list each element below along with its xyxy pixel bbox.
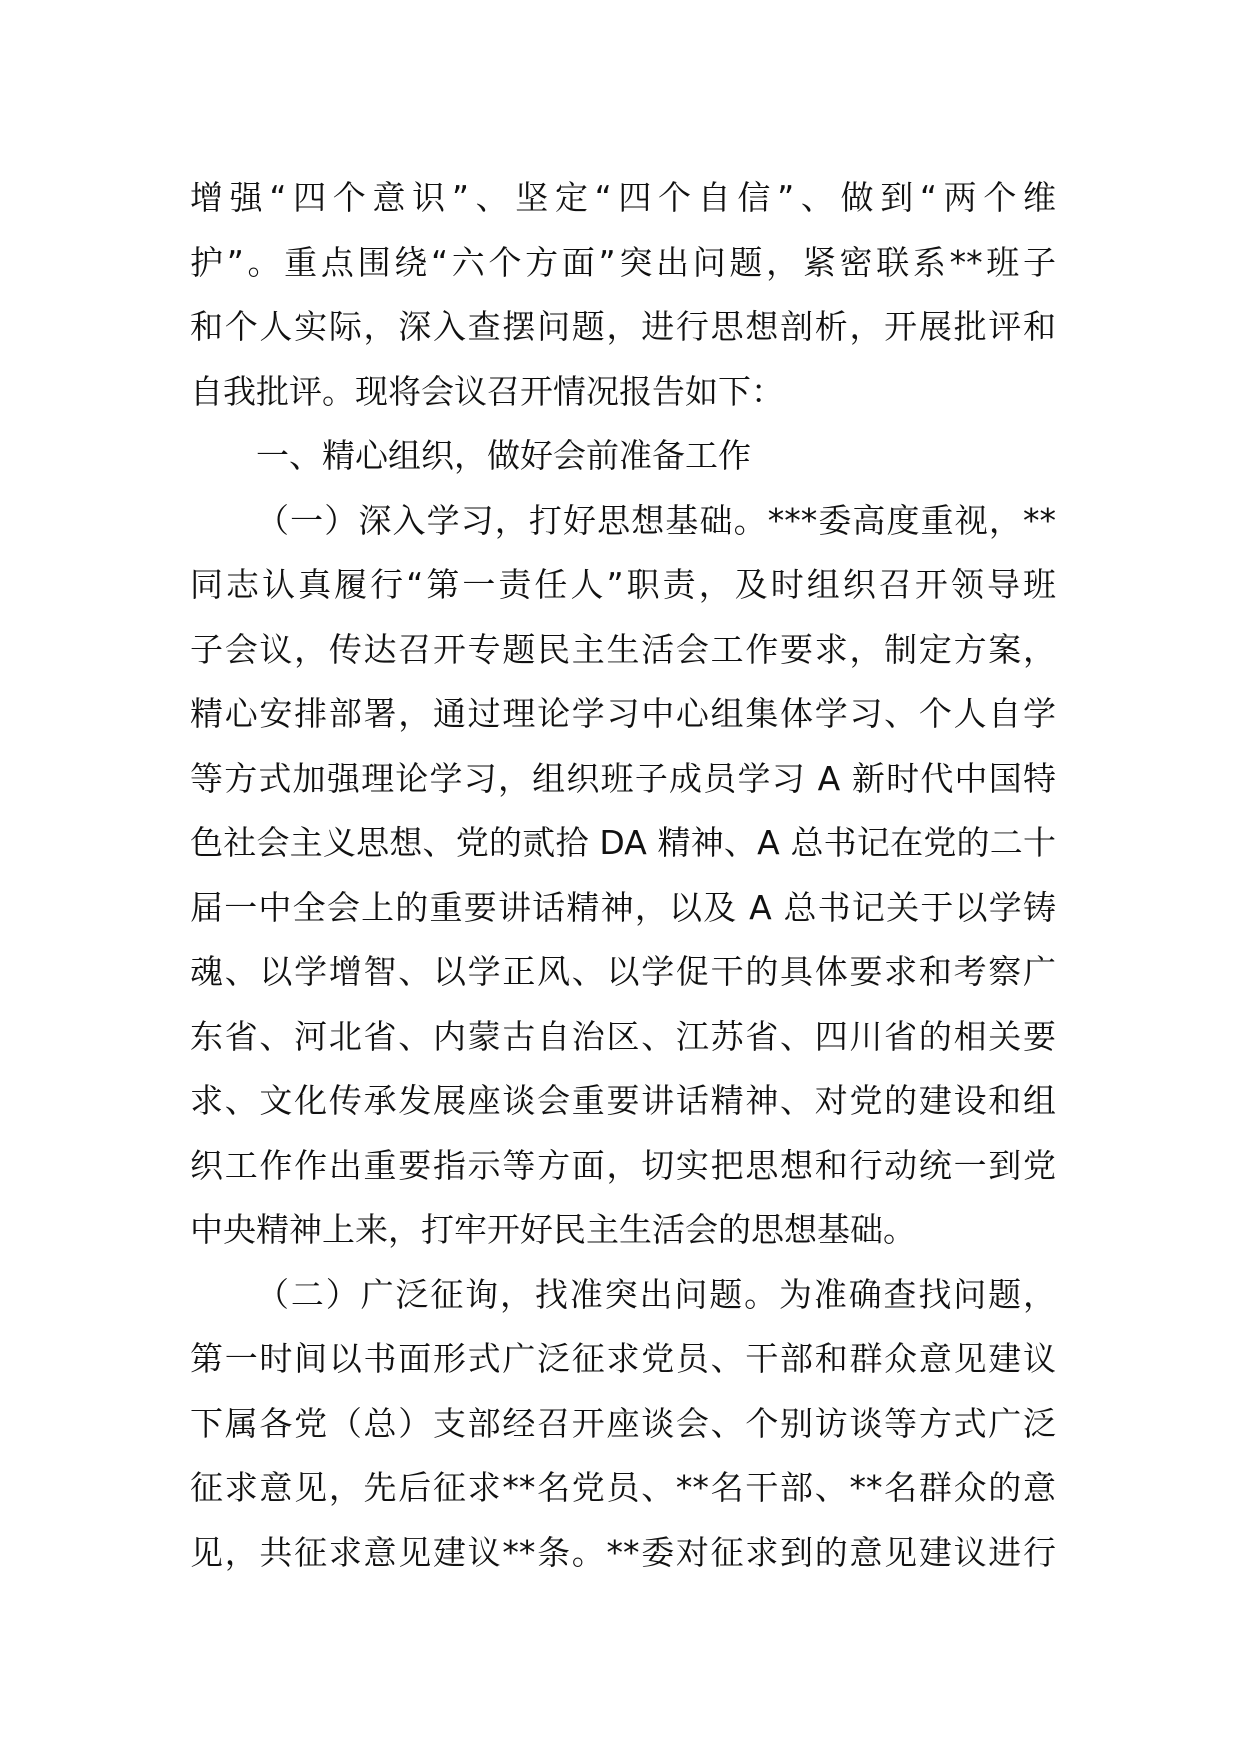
text-line: （二）广泛征询，找准突出问题。为准确查找问题， <box>256 1274 1056 1314</box>
text-line: 求、文化传承发展座谈会重要讲话精神、对党的建设和组 <box>190 1081 1056 1120</box>
paragraph-consultation <box>190 1263 1056 1586</box>
text-line: 色社会主义思想、党的贰拾 DA 精神、A 总书记在党的二十 <box>190 823 1056 862</box>
text-line: 护”。重点围绕“六个方面”突出问题，紧密联系**班子 <box>190 242 1056 282</box>
paragraph-intro-continuation <box>190 166 1056 424</box>
section-heading-text: 一、精心组织，做好会前准备工作 <box>256 436 751 475</box>
document-body <box>190 166 1056 1585</box>
text-line: 下属各党（总）支部经召开座谈会、个别访谈等方式广泛 <box>190 1403 1056 1443</box>
text-line: 子会议，传达召开专题民主生活会工作要求，制定方案， <box>190 629 1056 669</box>
text-line: 东省、河北省、内蒙古自治区、江苏省、四川省的相关要 <box>190 1016 1056 1056</box>
text-line: 增强“四个意识”、坚定“四个自信”、做到“两个维 <box>190 178 1056 217</box>
text-line: 精心安排部署，通过理论学习中心组集体学习、个人自学 <box>190 694 1056 733</box>
text-line: 中央精神上来，打牢开好民主生活会的思想基础。 <box>190 1210 916 1249</box>
section-heading-1 <box>190 424 1056 489</box>
text-line: 同志认真履行“第一责任人”职责，及时组织召开领导班 <box>190 565 1056 604</box>
paragraph-study <box>190 489 1056 1263</box>
text-line: 织工作作出重要指示等方面，切实把思想和行动统一到党 <box>190 1145 1056 1185</box>
text-line: 等方式加强理论学习，组织班子成员学习 A 新时代中国特 <box>190 758 1056 798</box>
text-line: （一）深入学习，打好思想基础。***委高度重视，** <box>256 500 1056 540</box>
text-line: 自我批评。现将会议召开情况报告如下： <box>190 371 784 411</box>
text-line: 和个人实际，深入查摆问题，进行思想剖析，开展批评和 <box>190 307 1056 346</box>
text-line: 征求意见，先后征求**名党员、**名干部、**名群众的意 <box>190 1468 1056 1507</box>
text-line: 魂、以学增智、以学正风、以学促干的具体要求和考察广 <box>190 952 1056 991</box>
text-line: 第一时间以书面形式广泛征求党员、干部和群众意见建议 <box>190 1339 1056 1378</box>
text-line: 见，共征求意见建议**条。**委对征求到的意见建议进行 <box>190 1532 1056 1572</box>
text-line: 届一中全会上的重要讲话精神，以及 A 总书记关于以学铸 <box>190 887 1056 927</box>
